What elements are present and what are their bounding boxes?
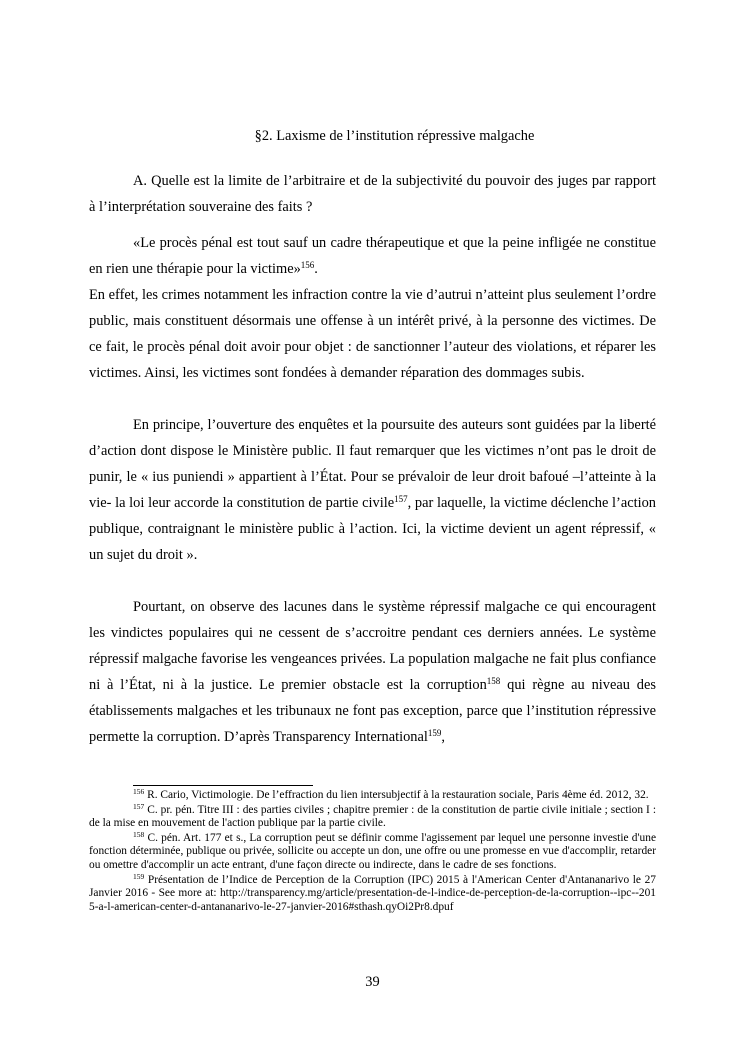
- p5-text-c: ,: [441, 729, 445, 745]
- quote-text: «Le procès pénal est tout sauf un cadre thérapeutique et que la peine infligée ne constitue en rien une thérapie pour la victime»: [89, 235, 656, 277]
- footnote-text: Présentation de l’Indice de Perception de la Corruption (IPC) 2015 à l'American Center d'Antananarivo le 27 Janvier 2016 - See more at:: [89, 873, 656, 900]
- paragraph-en-effet: En effet, les crimes notamment les infraction contre la vie d’autrui n’atteint plus seulement l’ordre public, mais constituent désormais une offense à un intérêt privé, à la personne des victimes. De ce fait, le procès pénal doit avoir pour objet : de sanctionner l’auteur des violations, et réparer les victimes. Ainsi, les victimes sont fondées à demander réparation des dommages subis.: [89, 287, 656, 381]
- page-number: 39: [365, 974, 380, 990]
- section-title: §2. Laxisme de l’institution répressive malgache: [254, 128, 535, 144]
- footnote-number: 157: [133, 801, 145, 811]
- p4-text-b: , par laquelle, la victime déclenche l’action publique, contraignant le ministère public à l’action. Ici, la victime devient un agent répressif, « un sujet du droit ».: [89, 495, 656, 563]
- footnote-number: 156: [133, 787, 145, 796]
- p5-text-a: Pourtant, on observe des lacunes dans le système répressif malgache ce qui encouragent les vindictes populaires qui ne cessent de s’accroitre pendant ces derniers années. Le système répressif malgache favorise les vengeances privées. La population malgache ne fait plus confiance ni à l’État, ni à la justice. Le premier obstacle est la corruption: [89, 599, 656, 693]
- main-text: [89, 122, 656, 750]
- footnote-159: [89, 871, 656, 915]
- quote-end: .: [314, 261, 318, 277]
- paragraph-question: A. Quelle est la limite de l’arbitraire et de la subjectivité du pouvoir des juges par rapport à l’interprétation souveraine des faits ?: [89, 173, 656, 215]
- paragraph-pourtant: [89, 594, 656, 750]
- footnote-text: C. pén. Art. 177 et s., La corruption peut se définir comme l'agissement par lequel une personne investie d'une fonction déterminée, publique ou privée, sollicite ou accepte un don, une offre ou une promesse en vue d'accomplir, retarder ou omettre d'accomplir un acte entrant, d'une façon directe ou indirecte, dans le cadre de ses fonctions.: [89, 831, 656, 871]
- footnotes: [89, 789, 656, 915]
- footnote-link[interactable]: http://transparency.mg/article/presentation-de-l-indice-de-perception-de-la-corruption--ipc--2015-a-l-american-center-d-antananarivo-le-27-janvier-2016#sthash.qyOi2Pr8.dpuf: [89, 887, 656, 913]
- footnote-ref-159[interactable]: 159: [427, 728, 442, 738]
- footnote-ref-158[interactable]: 158: [486, 676, 501, 686]
- footnote-separator: [133, 785, 313, 786]
- footnote-ref-157[interactable]: 157: [394, 494, 408, 504]
- footnote-158: [89, 829, 656, 873]
- p4-text-a: En principe, l’ouverture des enquêtes et la poursuite des auteurs sont guidées par la liberté d’action dont dispose le Ministère public. Il faut remarquer que les victimes n’ont pas le droit de punir, le « ius puniendi » appartient à l’État. Pour se prévaloir de leur droit bafoué –l’atteinte à la vie- la loi leur accorde la constitution de partie civile: [89, 417, 656, 511]
- paragraph-quote: [89, 230, 656, 282]
- paragraph-en-principe: [89, 412, 656, 568]
- footnote-156: [89, 789, 656, 803]
- footnote-number: 158: [133, 829, 145, 839]
- footnote-text: R. Cario, Victimologie. De l’effraction du lien intersubjectif à la restauration sociale, Paris 4ème éd. 2012, 32.: [144, 789, 649, 801]
- p5-text-b: qui règne au niveau des établissements malgaches et les tribunaux ne font pas exception, parce que l’institution répressive permette la corruption. D’après Transparency International: [89, 677, 656, 745]
- footnote-157: [89, 801, 656, 831]
- footnote-ref-156[interactable]: 156: [300, 260, 315, 270]
- footnote-text: C. pr. pén. Titre III : des parties civiles ; chapitre premier : de la constitution de partie civile initiale ; section I : de la mise en mouvement de l'action publique par la partie civile.: [89, 803, 656, 830]
- footnote-number: 159: [133, 871, 145, 881]
